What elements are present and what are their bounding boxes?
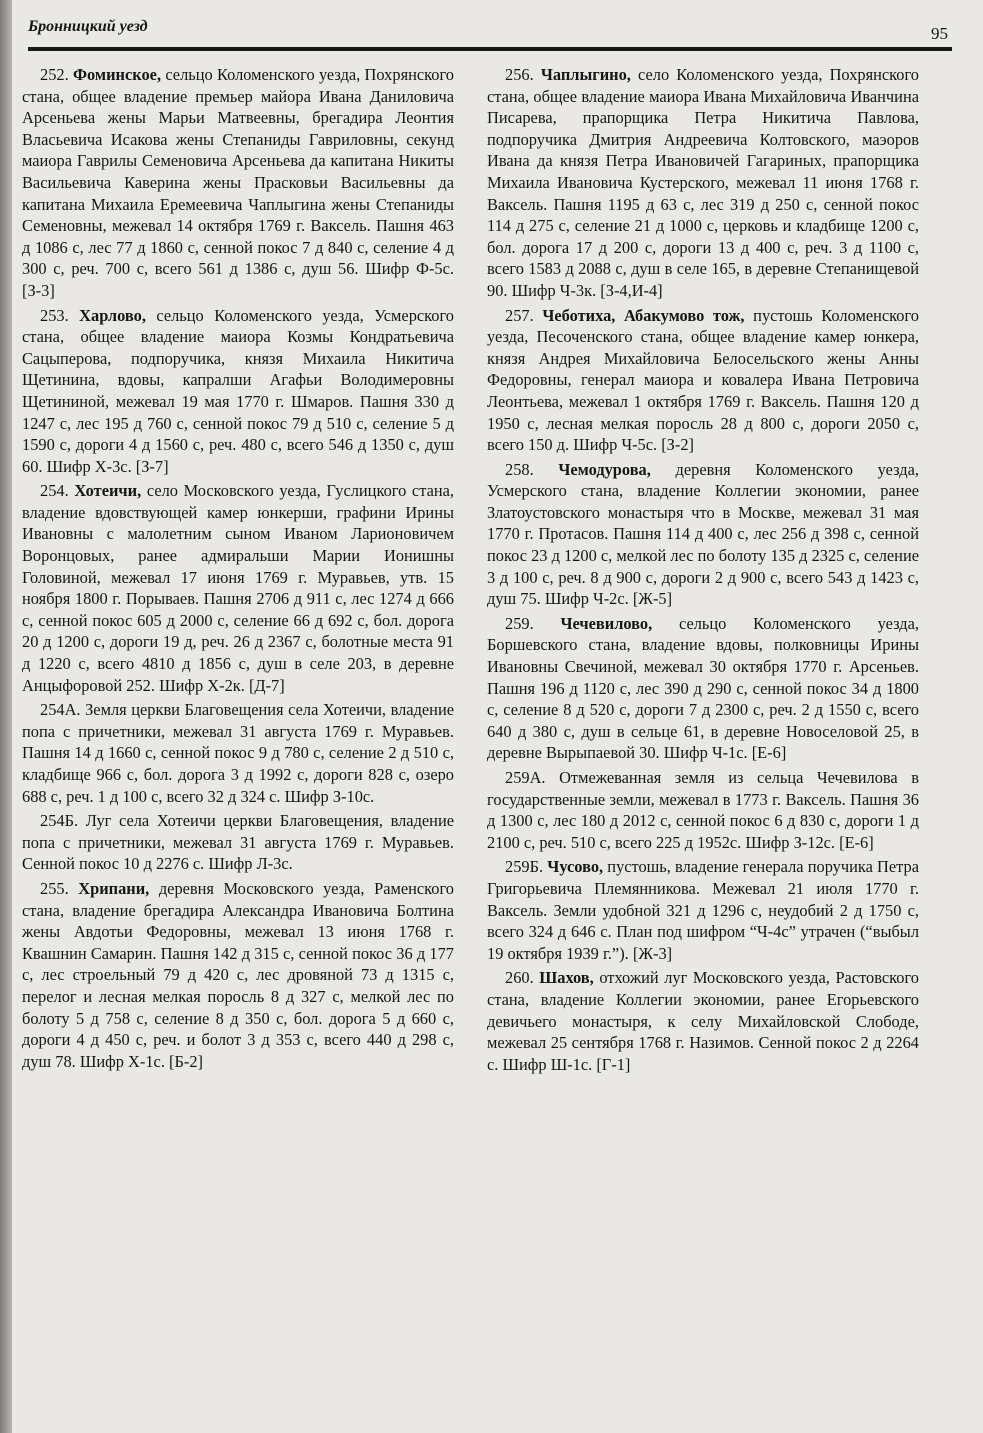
header-rule [28, 47, 952, 51]
entry-259 [487, 613, 919, 764]
entry-name: Хотеичи, [74, 481, 142, 501]
entry-253 [22, 305, 454, 478]
entry-text: сельцо Коломенского уезда, Усмерского стана, общее владение маиора Козмы Кондратьевича Сацыперова, подпоручика, князя Михаила Никитича Щетинина, вдовы, капралши Агафьи Володимеровны Щетининой, межевал 19 мая 1770 г. Шмаров. Пашня 330 д 1247 с, лес 195 д 760 с, сенной покос 79 д 510 с, селение 5 д 1590 с, дороги 4 д 1560 с, реч. 480 с, всего 546 д 1350 с, душ 60. Шифр Х-3с. [З-7] [22, 305, 455, 476]
entry-text: деревня Московского уезда, Раменского стана, владение брегадира Александра Ивановича Болтина жены Авдотьи Федоровны, межевал 13 июня 1768 г. Квашнин Самарин. Пашня 142 д 315 с, сенной покос 36 д 177 с, лес строельный 79 д 420 с, лес дровяной 73 д 1315 с, перелог и лесная мелкая поросль 8 д 327 с, мелкой лес по болоту 5 д 758 с, селение 8 д 350 с, бол. дорога 5 д 660 с, дороги 4 д 450 с, реч. и болот 3 д 353 с, всего 440 д 298 с, душ 78. Шифр Х-1с. [Б-2] [22, 878, 454, 1071]
running-head: Бронницкий уезд [28, 18, 148, 35]
entry-text: деревня Коломенского уезда, Усмерского стана, владение Коллегии экономии, ранее Златоустовского монастыря что в Москве, межевал 31 мая 1770 г. Протасов. Пашня 114 д 400 с, лес 256 д 398 с, сенной покос 23 д 1200 с, мелкой лес по болоту 135 д 2325 с, селение 3 д 100 с, реч. 8 д 900 с, дороги 2 д 900 с, всего 543 д 1423 с, душ 75. Шифр Ч-2с. [Ж-5] [487, 459, 919, 609]
entry-255 [22, 878, 454, 1072]
entry-name: Фоминское, [72, 65, 162, 84]
entry-text: сельцо Коломенского уезда, Похрянского стана, общее владение премьер майора Ивана Даниловича Арсеньева жены Марьи Матвеевны, брегадира Леонтия Власьевича Исакова жены Степаниды Гавриловны, секунд маиора Гаврилы Семеновича Арсеньева да капитана Никиты Васильевича Каверина жены Прасковьи Васильевны да капитана Михаила Еремеевича Чаплыгина жены Степаниды Семеновны, межевал 14 октября 1769 г. Ваксель. Пашня 463 д 1086 с, лес 77 д 1860 с, сенной покос 7 д 840 с, селение 4 д 300 с, реч. 700 с, всего 561 д 1386 с, душ 56. Шифр Ф-5с. [З-3] [22, 65, 454, 300]
entry-name: Хрипани, [78, 878, 150, 898]
entry-name: Чечевилово, [560, 613, 653, 633]
entry-text: Земля церкви Благовещения села Хотеичи, владение попа с причетники, межевал 31 августа 1769 г. Муравьев. Пашня 14 д 1660 с, сенной покос 9 д 780 с, селение 2 д 510 с, кладбище 966 с, бол. дорога 3 д 1992 с, дороги 828 с, озеро 688 с, реч. 1 д 100 с, всего 32 д 324 с. Шифр З-10с. [22, 700, 454, 806]
entry-254 [22, 480, 454, 696]
entry-name: Чусово, [547, 857, 604, 877]
entry-257 [487, 305, 919, 456]
entry-259b [487, 856, 919, 964]
entry-number: 258. [505, 459, 534, 479]
entry-name: Чаплыгино, [540, 65, 631, 84]
entry-text: отхожий луг Московского уезда, Растовского стана, владение Коллегии экономии, ранее Егорьевского девичьего монастыря, к селу Михайловской Слободе, межевал 25 сентября 1768 г. Назимов. Сенной покос 2 д 2264 с. Шифр Ш-1с. [Г-1] [487, 968, 919, 1074]
entry-number: 254Б. [40, 811, 79, 831]
left-column [22, 64, 454, 1075]
right-column [487, 64, 919, 1078]
entry-number: 252. [40, 65, 69, 84]
entry-text: пустошь Коломенского уезда, Песоченского стана, общее владение камер юнкера, князя Андрея Михайловича Белосельского жены Анны Федоровны, генерал маиора и ковалера Ивана Петровича Леонтьева, межевал 1 октября 1769 г. Ваксель. Пашня 120 д 1950 с, лесная мелкая поросль 28 д 800 с, дороги 2050 с, всего 150 д. Шифр Ч-5с. [З-2] [487, 305, 919, 455]
book-spine-shadow [0, 0, 12, 1433]
entry-258 [487, 459, 919, 610]
entry-number: 259Б. [505, 857, 544, 877]
entry-number: 257. [505, 305, 534, 325]
entry-256 [487, 64, 919, 302]
entry-number: 254. [40, 481, 69, 501]
entry-text: сельцо Коломенского уезда, Боршевского стана, владение вдовы, полковницы Ирины Ивановны Свечиной, межевал 30 октября 1770 г. Арсеньев. Пашня 196 д 1120 с, лес 390 д 290 с, сенной покос 34 д 1800 с, селение 8 д 520 с, дороги 7 д 2300 с, реч. 2 д 1550 с, всего 640 д 380 с, душ в сельце 61, в деревне Новоселовой 25, в деревне Вырыпаевой 30. Шифр Ч-1с. [Е-6] [487, 613, 919, 763]
entry-name: Чемодурова, [558, 459, 651, 479]
entry-number: 256. [505, 65, 534, 84]
entry-name: Чеботиха, Абакумово тож, [542, 305, 745, 325]
entry-name: Шахов, [539, 968, 594, 988]
entry-number: 255. [40, 878, 69, 898]
entry-259a [487, 767, 919, 853]
entry-text: село Коломенского уезда, Похрянского стана, общее владение маиора Ивана Михайловича Иванчина Писарева, прапорщика Петра Никитича Павлова, подпоручика Дмитрия Андреевича Колтовского, маэоров Ивана да князя Петра Ивановичей Гагариных, прапорщика Михаила Ивановича Кустерского, межевал 11 июня 1768 г. Ваксель. Пашня 1195 д 63 с, лес 319 д 250 с, сенной покос 114 д 275 с, селение 21 д 1000 с, церковь и кладбище 1200 с, бол. дорога 17 д 200 с, дороги 13 д 400 с, реч. 3 д 1100 с, всего 1583 д 2088 с, душ в селе 165, в деревне Степанищевой 90. Шифр Ч-3к. [З-4,И-4] [487, 65, 919, 300]
entry-254b [22, 810, 454, 875]
entry-number: 253. [40, 305, 69, 325]
entry-name: Харлово, [79, 305, 146, 325]
entry-text: пустошь, владение генерала поручика Петра Григорьевича Племянникова. Межевал 21 июля 1770 г. Ваксель. Земли удобной 321 д 1296 с, неудобий 2 д 1750 с, всего 324 д 646 с. План под шифром “Ч-4с” утрачен (“выбыл 19 октября 1939 г.”). [Ж-3] [487, 857, 919, 963]
entry-text: село Московского уезда, Гуслицкого стана, владение вдовствующей камер юнкерши, графини Ирины Ивановны с малолетним сыном Иваном Ларионовичем Воронцовых, ранее адмиральши Марии Ионишны Головиной, межевал 17 июня 1769 г. Муравьев, утв. 15 ноября 1800 г. Порываев. Пашня 2706 д 911 с, лес 1274 д 666 с, сенной покос 605 д 2000 с, селение 66 д 692 с, бол. дорога 20 д 1200 с, дороги 19 д, реч. 26 д 2367 с, болотные места 91 д 1220 с, всего 4810 д 1856 с, душ в селе 203, в деревне Анцыфоровой 252. Шифр Х-2к. [Д-7] [22, 481, 454, 695]
entry-254a [22, 699, 454, 807]
page-header [28, 14, 948, 44]
entry-number: 259А. [505, 768, 546, 787]
entry-number: 260. [505, 968, 534, 988]
entry-252 [22, 64, 454, 302]
entry-text: Луг села Хотеичи церкви Благовещения, владение попа с причетники, межевал 31 августа 1769 г. Муравьев. Сенной покос 10 д 2276 с. Шифр Л-3с. [22, 811, 454, 874]
page-number: 95 [931, 24, 948, 43]
entry-number: 259. [505, 613, 534, 633]
entry-text: Отмежеванная земля из сельца Чечевилова в государственные земли, межевал в 1773 г. Ваксель. Пашня 36 д 1300 с, лес 180 д 2012 с, сенной покос 6 д 830 с, дороги 1 д 2100 с, реч. 510 с, всего 225 д 1952с. Шифр З-12с. [Е-6] [487, 768, 919, 852]
entry-260 [487, 967, 919, 1075]
entry-number: 254А. [40, 700, 81, 720]
